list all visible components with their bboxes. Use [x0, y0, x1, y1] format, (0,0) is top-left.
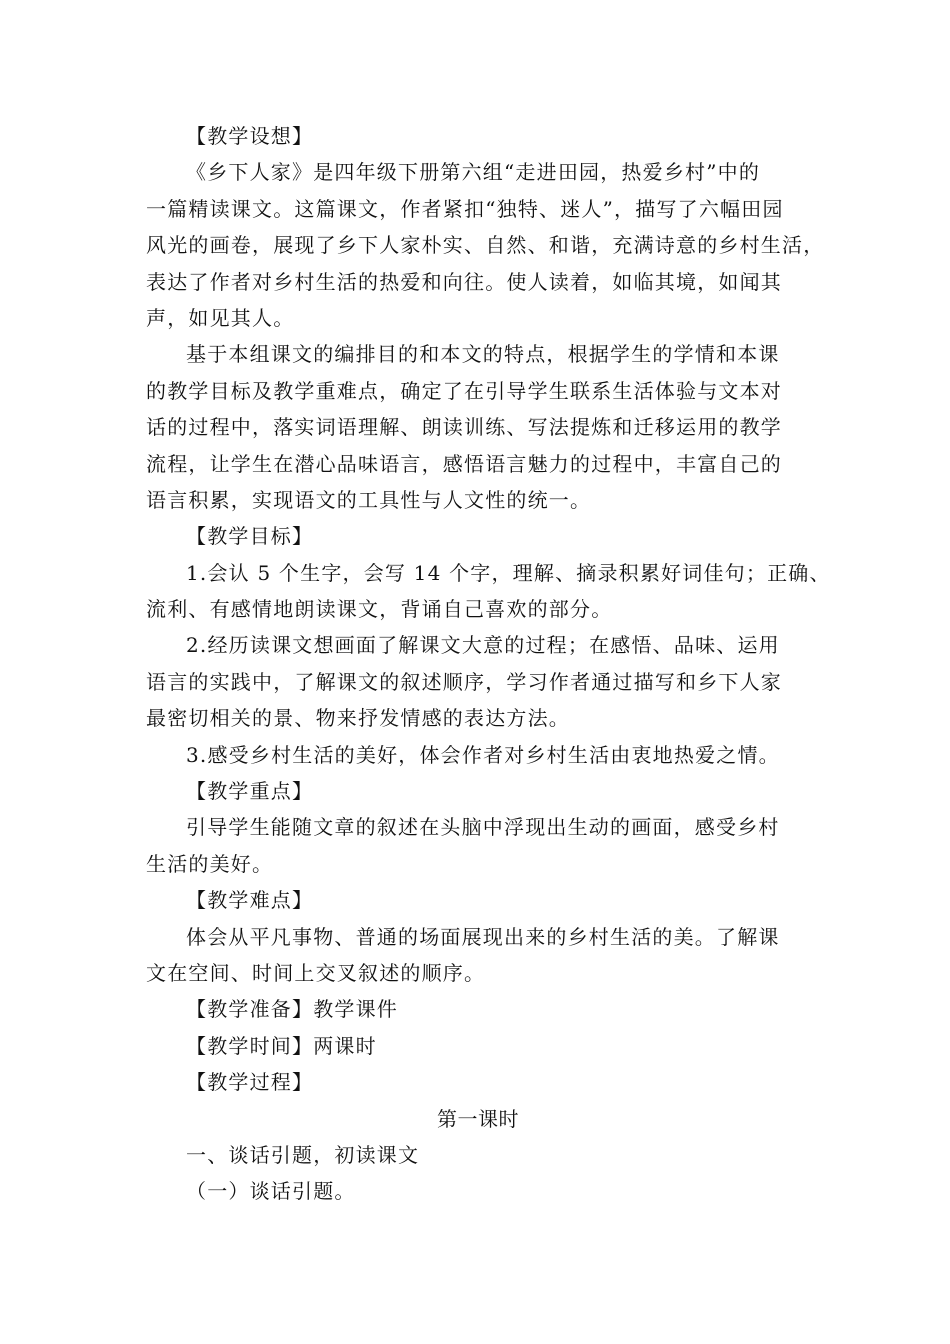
paragraph-line: 基于本组课文的编排目的和本文的特点，根据学生的学情和本课 [186, 342, 780, 367]
paragraph-line: 【教学准备】教学课件 [186, 997, 398, 1022]
paragraph-line: （一）谈话引题。 [186, 1179, 356, 1204]
paragraph-line: 声，如见其人。 [146, 305, 295, 330]
paragraph-line: 1.会认 5 个生字，会写 14 个字，理解、摘录积累好词佳句；正确、 [186, 560, 831, 585]
paragraph-line: 【教学时间】两课时 [186, 1033, 377, 1058]
paragraph-line: 语言的实践中，了解课文的叙述顺序，学习作者通过描写和乡下人家 [146, 669, 782, 694]
document-body [146, 118, 831, 1210]
paragraph-line: 表达了作者对乡村生活的热爱和向往。使人读着，如临其境，如闻其 [146, 269, 782, 294]
paragraph-line: 话的过程中，落实词语理解、朗读训练、写法提炼和迁移运用的教学 [146, 415, 782, 440]
paragraph-line: 【教学目标】 [186, 524, 314, 549]
paragraph-line: 引导学生能随文章的叙述在头脑中浮现出生动的画面，感受乡村 [186, 815, 780, 840]
paragraph-line: 生活的美好。 [146, 851, 274, 876]
paragraph-line: 语言积累，实现语文的工具性与人文性的统一。 [146, 487, 592, 512]
paragraph-line: 最密切相关的景、物来抒发情感的表达方法。 [146, 706, 570, 731]
paragraph-line: 【教学重点】 [186, 779, 314, 804]
paragraph-line: 文在空间、时间上交叉叙述的顺序。 [146, 960, 486, 985]
paragraph-line: 【教学设想】 [186, 124, 314, 148]
paragraph-line: 流程，让学生在潜心品味语言，感悟语言魅力的过程中，丰富自己的 [146, 451, 782, 476]
paragraph-line: 体会从平凡事物、普通的场面展现出来的乡村生活的美。了解课 [186, 924, 780, 949]
paragraph-line: 3.感受乡村生活的美好，体会作者对乡村生活由衷地热爱之情。 [186, 742, 780, 767]
paragraph-line: 《乡下人家》是四年级下册第六组“走进田园，热爱乡村”中的 [186, 160, 761, 185]
section-heading: 第一课时 [437, 1106, 519, 1131]
paragraph-line: 一、谈话引题，初读课文 [186, 1142, 420, 1167]
paragraph-line: 流利、有感情地朗读课文，背诵自己喜欢的部分。 [146, 597, 613, 622]
paragraph-line: 【教学过程】 [186, 1070, 314, 1095]
paragraph-line: 风光的画卷，展现了乡下人家朴实、自然、和谐，充满诗意的乡村生活， [146, 233, 825, 258]
paragraph-line: 【教学难点】 [186, 888, 314, 913]
paragraph-line: 的教学目标及教学重难点，确定了在引导学生联系生活体验与文本对 [146, 378, 782, 403]
paragraph-line: 2.经历读课文想画面了解课文大意的过程；在感悟、品味、运用 [186, 633, 780, 658]
paragraph-line: 一篇精读课文。这篇课文，作者紧扣“独特、迷人”，描写了六幅田园 [146, 196, 784, 221]
